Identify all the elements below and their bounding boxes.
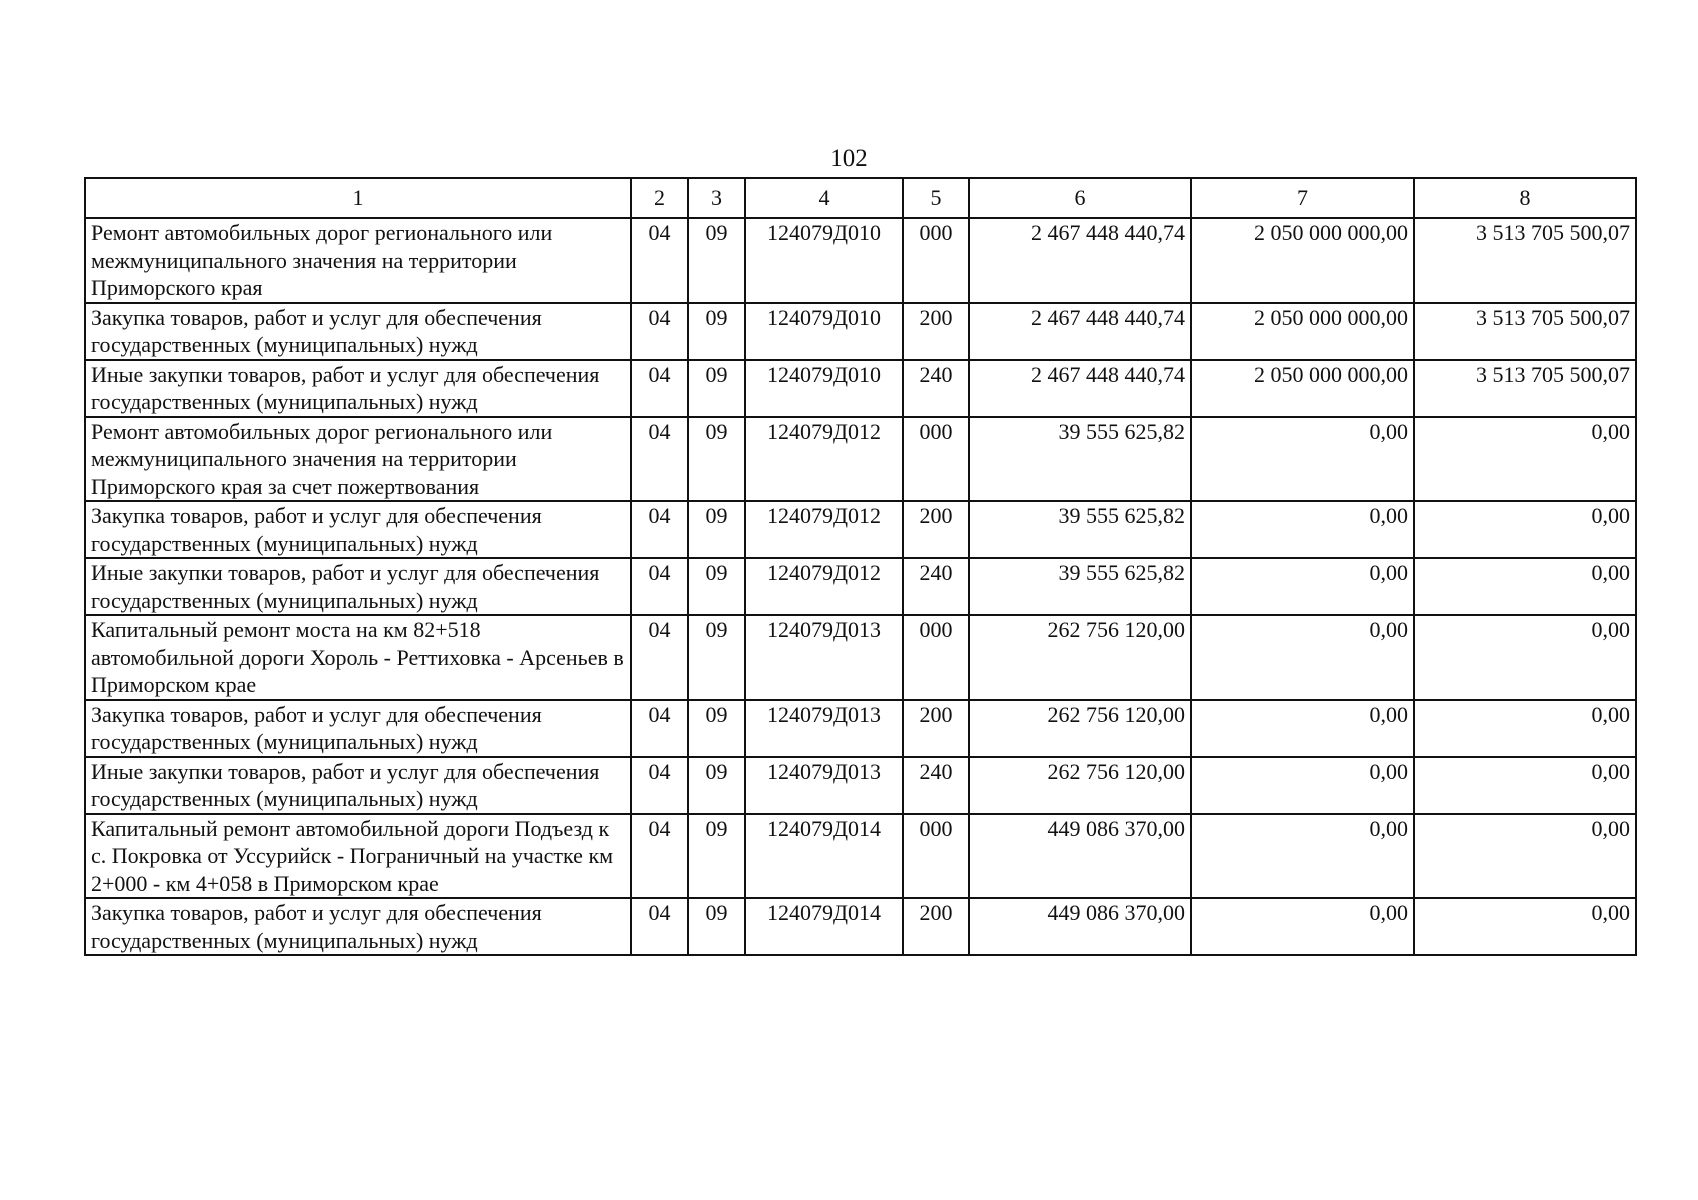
section-code: 04 <box>631 303 688 360</box>
expense-type-code: 200 <box>903 501 969 558</box>
amount-col-6: 449 086 370,00 <box>969 814 1191 899</box>
row-name: Ремонт автомобильных дорог регионального или межмуниципального значения на территории Приморского края <box>85 218 631 303</box>
amount-col-7: 0,00 <box>1191 417 1414 502</box>
amount-col-6: 2 467 448 440,74 <box>969 303 1191 360</box>
target-article-code: 124079Д010 <box>745 218 903 303</box>
column-header: 6 <box>969 178 1191 218</box>
subsection-code: 09 <box>688 303 745 360</box>
expense-type-code: 200 <box>903 898 969 955</box>
amount-col-7: 0,00 <box>1191 814 1414 899</box>
row-name: Иные закупки товаров, работ и услуг для обеспечения государственных (муниципальных) нужд <box>85 360 631 417</box>
amount-col-7: 0,00 <box>1191 700 1414 757</box>
subsection-code: 09 <box>688 558 745 615</box>
row-name: Капитальный ремонт моста на км 82+518 автомобильной дороги Хороль - Реттиховка - Арсеньев в Приморском крае <box>85 615 631 700</box>
column-header: 4 <box>745 178 903 218</box>
section-code: 04 <box>631 360 688 417</box>
target-article-code: 124079Д012 <box>745 558 903 615</box>
target-article-code: 124079Д010 <box>745 360 903 417</box>
amount-col-8: 0,00 <box>1414 757 1636 814</box>
amount-col-6: 39 555 625,82 <box>969 558 1191 615</box>
row-name: Закупка товаров, работ и услуг для обеспечения государственных (муниципальных) нужд <box>85 700 631 757</box>
column-header: 2 <box>631 178 688 218</box>
section-code: 04 <box>631 501 688 558</box>
target-article-code: 124079Д013 <box>745 700 903 757</box>
table-row <box>85 558 1636 615</box>
column-header: 7 <box>1191 178 1414 218</box>
expense-type-code: 000 <box>903 417 969 502</box>
amount-col-6: 2 467 448 440,74 <box>969 218 1191 303</box>
subsection-code: 09 <box>688 757 745 814</box>
expense-type-code: 000 <box>903 814 969 899</box>
row-name: Иные закупки товаров, работ и услуг для обеспечения государственных (муниципальных) нужд <box>85 558 631 615</box>
table-row <box>85 814 1636 899</box>
target-article-code: 124079Д013 <box>745 615 903 700</box>
expense-type-code: 200 <box>903 700 969 757</box>
amount-col-6: 262 756 120,00 <box>969 757 1191 814</box>
amount-col-7: 0,00 <box>1191 757 1414 814</box>
row-name: Закупка товаров, работ и услуг для обеспечения государственных (муниципальных) нужд <box>85 303 631 360</box>
amount-col-7: 0,00 <box>1191 898 1414 955</box>
row-name: Закупка товаров, работ и услуг для обеспечения государственных (муниципальных) нужд <box>85 898 631 955</box>
table-header-row <box>85 178 1636 218</box>
section-code: 04 <box>631 757 688 814</box>
amount-col-6: 449 086 370,00 <box>969 898 1191 955</box>
amount-col-8: 3 513 705 500,07 <box>1414 303 1636 360</box>
expense-type-code: 200 <box>903 303 969 360</box>
target-article-code: 124079Д013 <box>745 757 903 814</box>
target-article-code: 124079Д010 <box>745 303 903 360</box>
amount-col-7: 0,00 <box>1191 501 1414 558</box>
amount-col-8: 0,00 <box>1414 501 1636 558</box>
section-code: 04 <box>631 615 688 700</box>
target-article-code: 124079Д014 <box>745 814 903 899</box>
amount-col-8: 0,00 <box>1414 814 1636 899</box>
amount-col-6: 39 555 625,82 <box>969 417 1191 502</box>
column-header: 8 <box>1414 178 1636 218</box>
target-article-code: 124079Д012 <box>745 417 903 502</box>
amount-col-6: 262 756 120,00 <box>969 615 1191 700</box>
section-code: 04 <box>631 417 688 502</box>
subsection-code: 09 <box>688 218 745 303</box>
amount-col-6: 2 467 448 440,74 <box>969 360 1191 417</box>
row-name: Капитальный ремонт автомобильной дороги Подъезд к с. Покровка от Уссурийск - Пограничный на участке км 2+000 - км 4+058 в Приморском крае <box>85 814 631 899</box>
subsection-code: 09 <box>688 700 745 757</box>
expense-type-code: 000 <box>903 218 969 303</box>
subsection-code: 09 <box>688 360 745 417</box>
amount-col-8: 3 513 705 500,07 <box>1414 218 1636 303</box>
target-article-code: 124079Д014 <box>745 898 903 955</box>
subsection-code: 09 <box>688 898 745 955</box>
row-name: Иные закупки товаров, работ и услуг для обеспечения государственных (муниципальных) нужд <box>85 757 631 814</box>
table-row <box>85 615 1636 700</box>
amount-col-7: 0,00 <box>1191 558 1414 615</box>
target-article-code: 124079Д012 <box>745 501 903 558</box>
subsection-code: 09 <box>688 417 745 502</box>
amount-col-8: 0,00 <box>1414 417 1636 502</box>
section-code: 04 <box>631 558 688 615</box>
amount-col-7: 2 050 000 000,00 <box>1191 303 1414 360</box>
table-row <box>85 360 1636 417</box>
expense-type-code: 000 <box>903 615 969 700</box>
section-code: 04 <box>631 898 688 955</box>
section-code: 04 <box>631 218 688 303</box>
table-row <box>85 501 1636 558</box>
section-code: 04 <box>631 814 688 899</box>
amount-col-8: 0,00 <box>1414 558 1636 615</box>
amount-col-8: 3 513 705 500,07 <box>1414 360 1636 417</box>
column-header: 1 <box>85 178 631 218</box>
expense-type-code: 240 <box>903 757 969 814</box>
row-name: Ремонт автомобильных дорог регионального или межмуниципального значения на территории Приморского края за счет пожертвования <box>85 417 631 502</box>
amount-col-8: 0,00 <box>1414 700 1636 757</box>
table-row <box>85 417 1636 502</box>
subsection-code: 09 <box>688 814 745 899</box>
table-row <box>85 218 1636 303</box>
table-row <box>85 700 1636 757</box>
subsection-code: 09 <box>688 501 745 558</box>
section-code: 04 <box>631 700 688 757</box>
row-name: Закупка товаров, работ и услуг для обеспечения государственных (муниципальных) нужд <box>85 501 631 558</box>
table-row <box>85 898 1636 955</box>
table-row <box>85 303 1636 360</box>
column-header: 3 <box>688 178 745 218</box>
amount-col-7: 2 050 000 000,00 <box>1191 218 1414 303</box>
table-row <box>85 757 1636 814</box>
amount-col-7: 0,00 <box>1191 615 1414 700</box>
expense-type-code: 240 <box>903 360 969 417</box>
subsection-code: 09 <box>688 615 745 700</box>
expense-type-code: 240 <box>903 558 969 615</box>
column-header: 5 <box>903 178 969 218</box>
budget-table <box>84 177 1637 956</box>
amount-col-6: 39 555 625,82 <box>969 501 1191 558</box>
amount-col-6: 262 756 120,00 <box>969 700 1191 757</box>
amount-col-8: 0,00 <box>1414 898 1636 955</box>
page-number: 102 <box>830 145 868 172</box>
amount-col-8: 0,00 <box>1414 615 1636 700</box>
amount-col-7: 2 050 000 000,00 <box>1191 360 1414 417</box>
